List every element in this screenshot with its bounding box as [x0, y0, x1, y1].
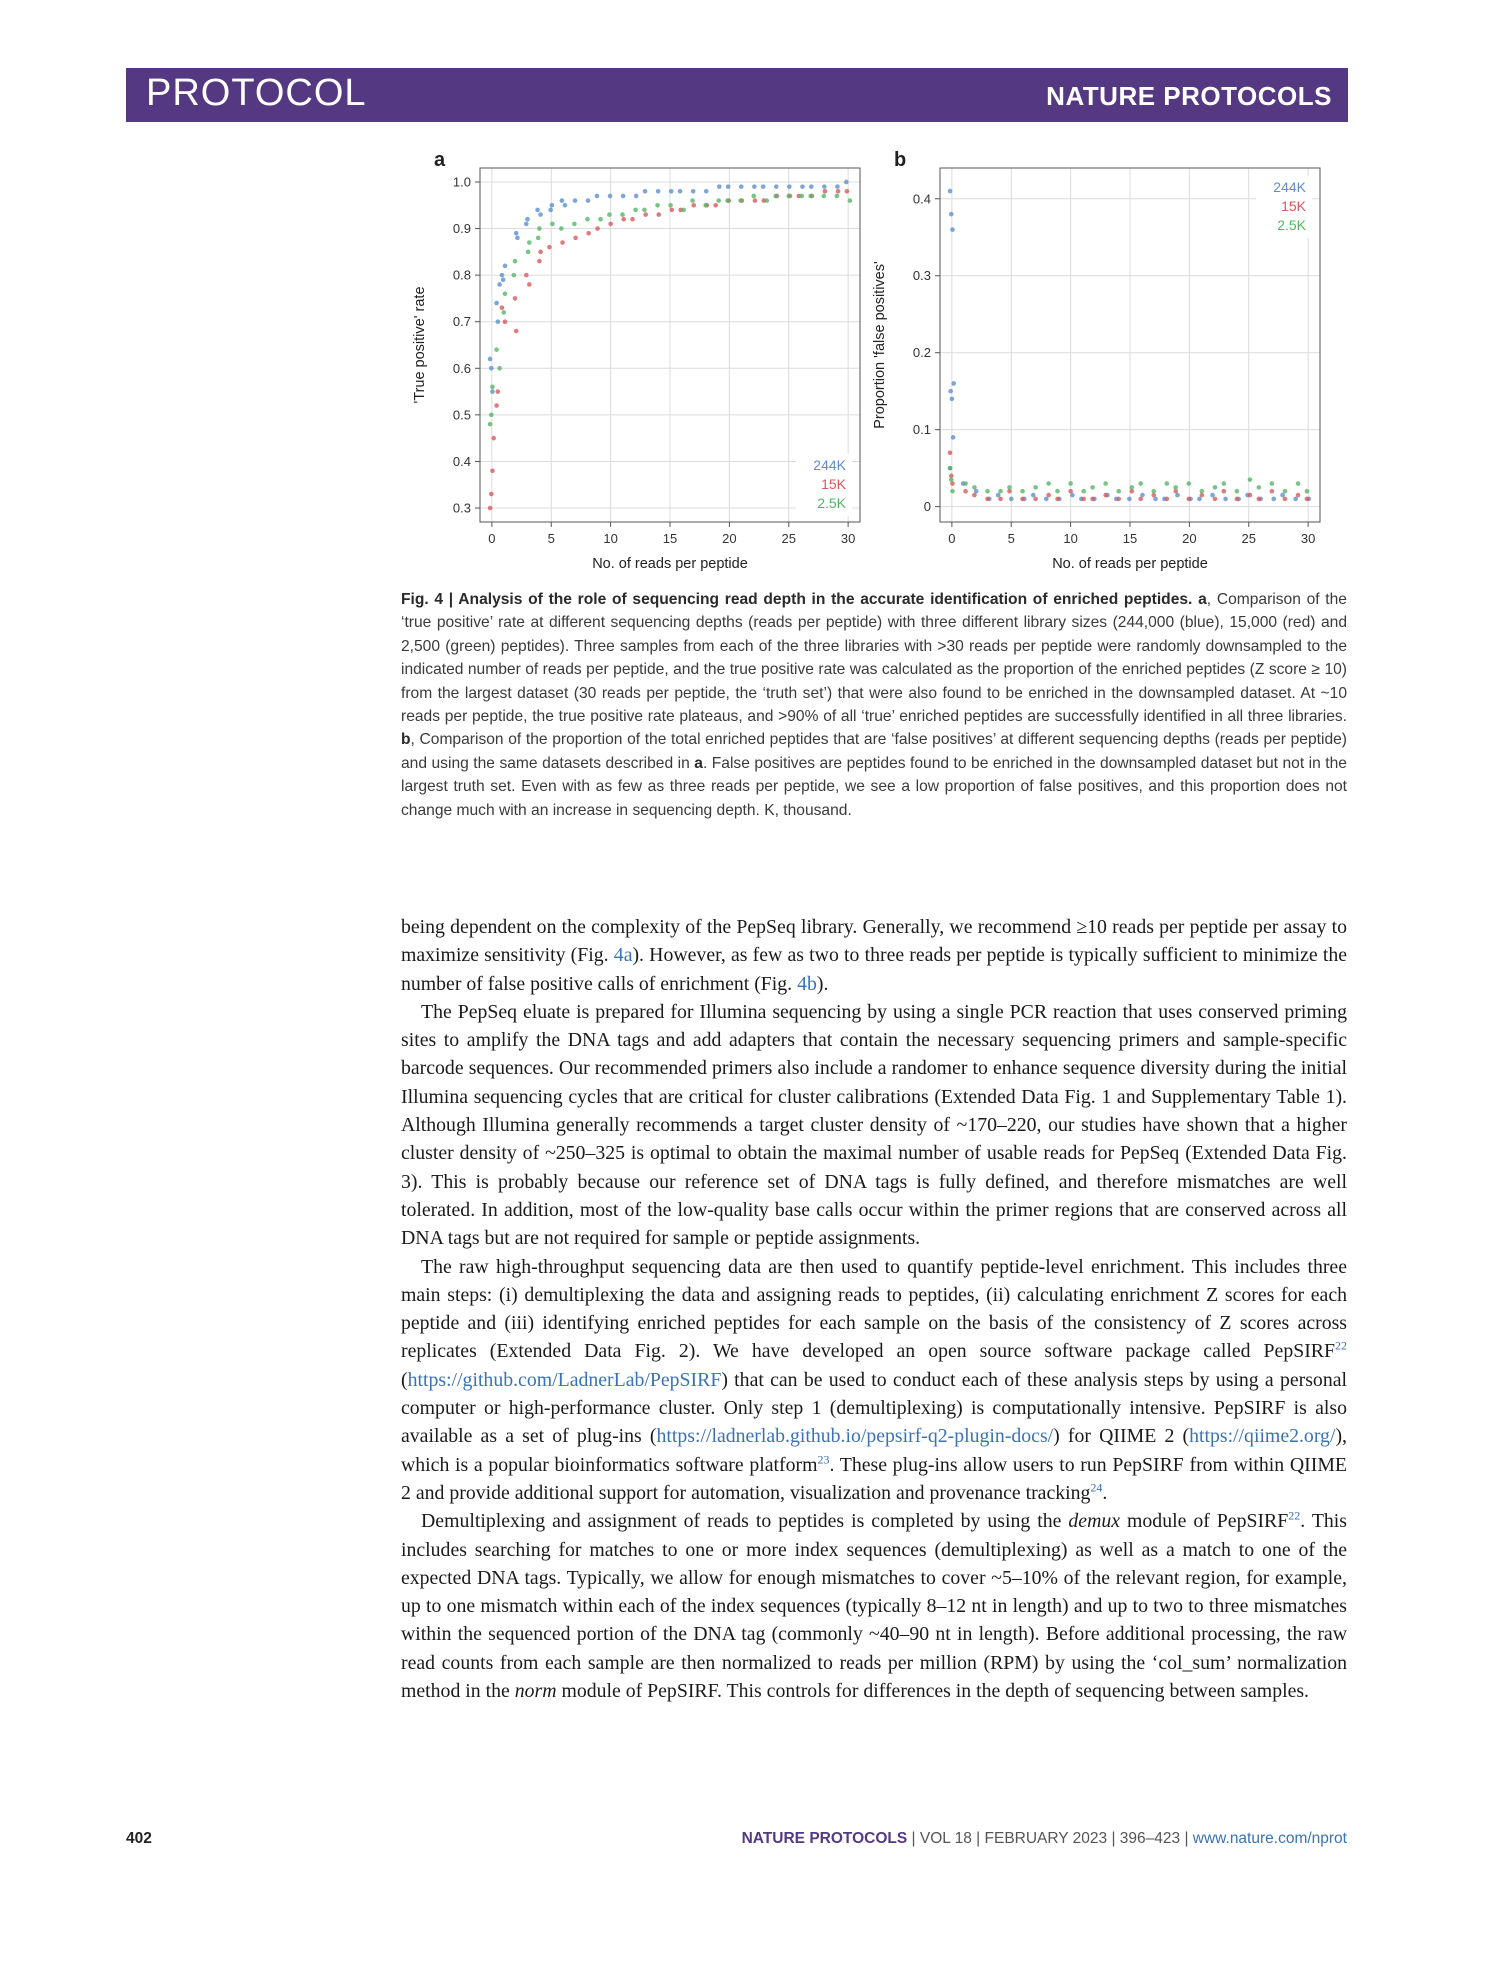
y-tick-label: 0.6 — [452, 360, 471, 376]
data-point-2-5k — [1090, 485, 1095, 490]
y-tick-label: 1.0 — [452, 174, 471, 190]
data-point-2-5k — [1165, 481, 1170, 486]
data-point-244k — [669, 189, 674, 194]
data-point-2-5k — [537, 226, 542, 231]
data-point-15k — [1283, 497, 1288, 502]
data-point-15k — [524, 273, 529, 278]
footer-sep: | — [1107, 1830, 1120, 1847]
data-point-15k — [998, 497, 1003, 502]
data-point-244k — [1197, 497, 1202, 502]
y-tick-label: 0.3 — [912, 268, 931, 284]
data-point-15k — [823, 189, 828, 194]
p1-text-b: ). However, as few as two to three reads per peptide is typically sufficient to minimize the number of false positive calls of enrichment (Fig. — [401, 944, 1347, 995]
data-point-2-5k — [690, 198, 695, 203]
data-point-2-5k — [972, 485, 977, 490]
caption-b-label: b — [401, 731, 411, 749]
p1-text: being dependent on the complexity of the PepSeq library. Generally, we recommend ≥10 reads per peptide per assay to maximize sensitivity (Fig. — [401, 916, 1347, 967]
data-point-15k — [513, 296, 518, 301]
data-point-15k — [1270, 489, 1275, 494]
legend-entry-2-5k: 2.5K — [1277, 217, 1306, 233]
data-point-2-5k — [668, 203, 673, 208]
norm-term: norm — [514, 1680, 557, 1703]
data-point-2-5k — [1173, 485, 1178, 490]
data-point-2-5k — [512, 273, 517, 278]
data-point-15k — [1186, 497, 1191, 502]
data-point-15k — [1213, 497, 1218, 502]
data-point-15k — [560, 240, 565, 245]
data-point-2-5k — [494, 347, 499, 352]
footer-sep: | — [1180, 1830, 1193, 1847]
data-point-15k — [1103, 493, 1108, 498]
data-point-2-5k — [559, 226, 564, 231]
data-point-244k — [1293, 497, 1298, 502]
data-point-2-5k — [985, 489, 990, 494]
data-point-2-5k — [497, 366, 502, 371]
data-point-15k — [1020, 497, 1025, 502]
data-point-244k — [678, 189, 683, 194]
data-point-15k — [1296, 493, 1301, 498]
data-point-15k — [1081, 497, 1086, 502]
data-point-2-5k — [1270, 481, 1275, 486]
data-point-15k — [537, 259, 542, 264]
data-point-2-5k — [1033, 485, 1038, 490]
y-tick-label: 0.3 — [452, 500, 471, 516]
data-point-2-5k — [1103, 481, 1108, 486]
page-number: 402 — [126, 1830, 152, 1847]
data-point-15k — [643, 212, 648, 217]
data-point-2-5k — [527, 240, 532, 245]
data-point-244k — [494, 301, 499, 306]
data-point-15k — [1222, 489, 1227, 494]
p3-text-g: . — [1102, 1481, 1108, 1504]
data-point-2-5k — [765, 198, 770, 203]
data-point-244k — [595, 194, 600, 199]
footer-journal-name: NATURE PROTOCOLS — [741, 1830, 908, 1847]
data-point-244k — [739, 184, 744, 189]
data-point-15k — [488, 506, 493, 511]
p4-text-c: . This includes searching for matches to one or more index sequences (demultiplexing) as well as a match to one of the expected DNA tags. Typically, we allow for enough mismatches to cover ~5–10% of the relevant region, for example, up to one mismatch within each of the index sequences (typically 8–12 nt in length) and up to two to three mismatches within the sequenced portion of the DNA tag (commonly ~40–90 nt in length). Before additional processing, the raw read counts from each sample are then normalized to reads per million (RPM) by using the ‘col_sum’ normalization method in the — [401, 1510, 1348, 1703]
data-point-15k — [608, 222, 613, 227]
data-point-244k — [996, 493, 1001, 498]
data-point-2-5k — [620, 212, 625, 217]
data-point-244k — [643, 189, 648, 194]
legend-entry-2-5k: 2.5K — [817, 495, 846, 511]
data-point-244k — [550, 203, 555, 208]
figure-4 — [390, 150, 1340, 580]
data-point-2-5k — [1116, 489, 1121, 494]
data-point-244k — [1044, 497, 1049, 502]
data-point-15k — [836, 189, 841, 194]
data-point-2-5k — [681, 208, 686, 213]
data-point-244k — [1280, 493, 1285, 498]
data-point-244k — [500, 273, 505, 278]
data-point-244k — [563, 203, 568, 208]
pepsirf-github-link[interactable]: https://github.com/LadnerLab/PepSIRF — [407, 1368, 722, 1391]
data-point-15k — [496, 389, 501, 394]
footer-volume: VOL 18 — [919, 1830, 972, 1847]
data-point-2-5k — [1305, 489, 1310, 494]
y-tick-label: 0.7 — [452, 314, 471, 330]
qiime2-link[interactable]: https://qiime2.org/ — [1189, 1425, 1336, 1448]
data-point-2-5k — [501, 310, 506, 315]
footer-sep: | — [971, 1830, 985, 1847]
data-point-244k — [844, 180, 849, 185]
data-point-2-5k — [998, 489, 1003, 494]
data-point-244k — [514, 231, 519, 236]
p3-text-f: . These plug-ins allow users to run PepSIRF from within QIIME 2 and provide additional support for automation, visualization and provenance tracking — [401, 1453, 1348, 1504]
caption-a-text: , Comparison of the ‘true positive’ rate at different sequencing depths (reads per peptide) with three different library sizes (244,000 (blue), 15,000 (red) and 2,500 (green) peptides). Three samples from each of the three libraries with >30 reads per peptide were randomly downsampled to the indicated number of reads per peptide, and the true positive rate was calculated as the proportion of the enriched peptides (Z score ≥ 10) from the largest dataset (30 reads per peptide, the ‘truth set’) that were also found to be enriched in the downsampled dataset. At ~10 reads per peptide, the true positive rate plateaus, and >90% of all ‘true’ enriched peptides are successfully identified in all three libraries. — [401, 591, 1347, 726]
data-point-244k — [560, 198, 565, 203]
legend-entry-15k: 15K — [821, 476, 846, 492]
data-point-15k — [972, 493, 977, 498]
y-tick-label: 0.1 — [912, 422, 931, 438]
data-point-15k — [1257, 497, 1262, 502]
data-point-2-5k — [536, 236, 541, 241]
data-point-244k — [535, 208, 540, 213]
legend-entry-244k: 244K — [1273, 179, 1306, 195]
data-point-244k — [1271, 497, 1276, 502]
footer-journal — [742, 1830, 1347, 1848]
data-point-244k — [1210, 493, 1215, 498]
p3-text: The raw high-throughput sequencing data are then used to quantify peptide-level enrichment. This includes three main steps: (i) demultiplexing the data and assigning reads to peptides, (ii) calculating enrichment Z scores for each peptide and (iii) identifying enriched peptides for each sample on the basis of the consistency of Z scores across replicates (Extended Data Fig. 2). We have developed an open source software package called PepSIRF — [401, 1255, 1347, 1363]
data-point-2-5k — [1007, 485, 1012, 490]
data-point-2-5k — [1213, 485, 1218, 490]
y-tick-label: 0.9 — [452, 221, 471, 237]
p1-text-c: ). — [816, 972, 829, 995]
data-point-244k — [1031, 493, 1036, 498]
x-tick-label: 0 — [948, 531, 956, 546]
x-tick-label: 25 — [1241, 531, 1256, 546]
y-tick-label: 0 — [923, 499, 931, 515]
data-point-15k — [845, 189, 850, 194]
data-point-2-5k — [1257, 485, 1262, 490]
data-point-244k — [691, 189, 696, 194]
data-point-2-5k — [655, 203, 660, 208]
section-label: PROTOCOL — [146, 72, 367, 114]
data-point-15k — [656, 212, 661, 217]
x-tick-label: 0 — [488, 531, 496, 546]
paragraph-1 — [401, 913, 1347, 998]
body-text — [401, 913, 1347, 1705]
data-point-15k — [490, 468, 495, 473]
header-banner — [126, 68, 1348, 122]
data-point-2-5k — [963, 481, 968, 486]
data-point-15k — [514, 329, 519, 334]
x-tick-label: 30 — [840, 531, 856, 546]
data-point-244k — [488, 357, 493, 362]
data-point-244k — [1223, 497, 1228, 502]
data-point-244k — [949, 212, 954, 217]
data-point-2-5k — [1186, 481, 1191, 486]
data-point-244k — [1009, 497, 1014, 502]
y-tick-label: 0.2 — [912, 345, 931, 361]
data-point-15k — [595, 226, 600, 231]
data-point-244k — [704, 189, 709, 194]
data-point-15k — [538, 250, 543, 255]
data-point-2-5k — [550, 222, 555, 227]
data-point-244k — [951, 435, 956, 440]
data-point-2-5k — [489, 413, 494, 418]
data-point-2-5k — [800, 194, 805, 199]
data-point-15k — [1033, 497, 1038, 502]
data-point-2-5k — [1151, 489, 1156, 494]
data-point-15k — [1046, 493, 1051, 498]
caption-label: Fig. 4 | — [401, 591, 459, 608]
data-point-244k — [621, 194, 626, 199]
data-point-2-5k — [490, 385, 495, 390]
data-point-244k — [717, 184, 722, 189]
data-point-15k — [1248, 493, 1253, 498]
legend-entry-244k: 244K — [813, 457, 846, 473]
data-point-2-5k — [725, 198, 730, 203]
data-point-15k — [1165, 497, 1170, 502]
demux-term: demux — [1068, 1510, 1121, 1533]
x-tick-label: 10 — [1063, 531, 1078, 546]
data-point-2-5k — [1222, 481, 1227, 486]
data-point-2-5k — [1296, 481, 1301, 486]
journal-name: NATURE PROTOCOLS — [1046, 81, 1332, 111]
data-point-15k — [670, 208, 675, 213]
y-axis-label: Proportion 'false positives' — [872, 261, 888, 429]
data-point-244k — [835, 184, 840, 189]
p3-text-d: ) for QIIME 2 ( — [1053, 1425, 1190, 1448]
p3-text-c: ) that can be used to conduct each of these analysis steps by using a personal computer or high-performance cluster. Only step 1 (demultiplexing) is computationally intensive. PepSIRF is also available as a set of plug-ins ( — [401, 1368, 1347, 1448]
data-point-2-5k — [848, 198, 853, 203]
data-point-15k — [1068, 489, 1073, 494]
data-point-2-5k — [1138, 481, 1143, 486]
caption-b-text2: . False positives are peptides found to be enriched in the downsampled dataset but not in the largest truth set. Even with as few as three reads per peptide, we see a low proportion of false positives, and this proportion does not change much with an increase in sequencing depth. K, thousand. — [401, 754, 1347, 819]
data-point-244k — [951, 381, 956, 386]
data-point-15k — [691, 203, 696, 208]
data-point-15k — [753, 198, 758, 203]
ref-24-link[interactable]: 24 — [1090, 1480, 1103, 1495]
footer-url-link[interactable]: www.nature.com/nprot — [1192, 1830, 1347, 1847]
data-point-15k — [489, 492, 494, 497]
data-point-244k — [503, 264, 508, 269]
data-point-2-5k — [703, 203, 708, 208]
caption-a-label: a — [1198, 591, 1207, 608]
y-axis-label: 'True positive' rate — [412, 286, 428, 404]
data-point-2-5k — [598, 217, 603, 222]
fig-4a-link[interactable]: 4a — [613, 944, 633, 967]
x-tick-label: 25 — [781, 531, 796, 546]
data-point-15k — [1090, 497, 1095, 502]
data-point-15k — [494, 403, 499, 408]
p3-text-e: ), which is a popular bioinformatics software platform — [401, 1425, 1347, 1476]
data-point-15k — [1305, 497, 1310, 502]
x-tick-label: 5 — [547, 531, 555, 546]
data-point-244k — [809, 184, 814, 189]
data-point-244k — [501, 277, 506, 282]
data-point-15k — [713, 203, 718, 208]
data-point-244k — [525, 217, 530, 222]
data-point-2-5k — [950, 489, 955, 494]
data-point-15k — [985, 497, 990, 502]
legend-entry-15k: 15K — [1281, 198, 1306, 214]
x-axis-label: No. of reads per peptide — [1052, 556, 1208, 572]
data-point-2-5k — [751, 194, 756, 199]
data-point-15k — [500, 305, 505, 310]
plugin-docs-link[interactable]: https://ladnerlab.github.io/pepsirf-q2-plugin-docs/ — [656, 1425, 1054, 1448]
data-point-244k — [726, 184, 731, 189]
ref-22-link[interactable]: 22 — [1335, 1338, 1347, 1353]
paragraph-2: The PepSeq eluate is prepared for Illumina sequencing by using a single PCR reaction that uses conserved priming sites to amplify the DNA tags and add adapters that contain the necessary sequencing primers and sample-specific barcode sequences. Our recommended primers also include a randomer to enhance sequence diversity during the initial Illumina sequencing cycles that are critical for cluster calibrations (Extended Data Fig. 1 and Supplementary Table 1). Although Illumina generally recommends a target cluster density of ~170–220, our studies have shown that a higher cluster density of ~250–325 is optimal to obtain the maximal number of usable reads for PepSeq (Extended Data Fig. 3). This is probably because our reference set of DNA tags is fully defined, and therefore mismatches are well tolerated. In addition, most of the low-quality base calls occur within the primer regions that are conserved across all DNA tags but are not required for sample or peptide assignments. — [401, 1000, 1347, 1250]
x-tick-label: 15 — [1122, 531, 1138, 546]
caption-b-ref: a — [694, 754, 703, 772]
data-point-2-5k — [786, 194, 791, 199]
data-point-244k — [634, 194, 639, 199]
data-point-244k — [573, 198, 578, 203]
ref-23-link[interactable]: 23 — [817, 1452, 830, 1467]
data-point-2-5k — [948, 466, 953, 471]
data-point-244k — [774, 184, 779, 189]
data-point-244k — [538, 212, 543, 217]
data-point-244k — [586, 198, 591, 203]
data-point-244k — [656, 189, 661, 194]
y-tick-label: 0.8 — [452, 267, 471, 283]
data-point-244k — [515, 236, 520, 241]
data-point-244k — [787, 184, 792, 189]
data-point-2-5k — [835, 194, 840, 199]
data-point-244k — [490, 389, 495, 394]
paragraph-3 — [401, 1253, 1347, 1508]
panel-label-a: a — [434, 150, 446, 171]
data-point-2-5k — [633, 208, 638, 213]
data-point-2-5k — [488, 422, 493, 427]
data-point-244k — [497, 282, 502, 287]
footer-date: FEBRUARY 2023 — [984, 1830, 1108, 1847]
p3-text-b: ( — [401, 1368, 408, 1391]
caption-title: Analysis of the role of sequencing read depth in the accurate identification of enriched peptides. — [458, 591, 1193, 608]
caption-b-text: , Comparison of the proportion of the total enriched peptides that are ‘false positives’ at different sequencing depths (reads per peptide) and using the same datasets described in — [401, 731, 1347, 772]
x-tick-label: 5 — [1007, 531, 1015, 546]
x-tick-label: 30 — [1300, 531, 1316, 546]
data-point-2-5k — [949, 477, 954, 482]
panel-label-b: b — [894, 150, 907, 171]
data-point-244k — [761, 184, 766, 189]
y-tick-label: 0.4 — [452, 453, 471, 469]
data-point-15k — [1138, 497, 1143, 502]
data-point-2-5k — [607, 212, 612, 217]
y-tick-label: 0.4 — [912, 191, 931, 207]
data-point-2-5k — [1055, 489, 1060, 494]
data-point-2-5k — [642, 208, 647, 213]
figure-4-chart — [390, 150, 1340, 580]
x-tick-label: 10 — [603, 531, 618, 546]
paragraph-4 — [401, 1507, 1347, 1705]
data-point-15k — [1055, 497, 1060, 502]
data-point-2-5k — [1046, 481, 1051, 486]
p4-text-d: module of PepSIRF. This controls for differences in the depth of sequencing between samples. — [556, 1680, 1310, 1703]
data-point-244k — [752, 184, 757, 189]
x-tick-label: 20 — [1182, 531, 1197, 546]
data-point-2-5k — [513, 259, 518, 264]
data-point-2-5k — [1068, 481, 1073, 486]
data-point-244k — [496, 319, 501, 324]
x-axis-label: No. of reads per peptide — [592, 556, 748, 572]
ref-22-link-2[interactable]: 22 — [1288, 1508, 1301, 1523]
data-point-15k — [547, 245, 552, 250]
x-tick-label: 20 — [722, 531, 737, 546]
data-point-15k — [963, 489, 968, 494]
data-point-2-5k — [1248, 477, 1253, 482]
data-point-2-5k — [1130, 485, 1135, 490]
x-tick-label: 15 — [662, 531, 678, 546]
p4-text-b: module of PepSIRF — [1120, 1510, 1289, 1533]
data-point-2-5k — [585, 217, 590, 222]
data-point-244k — [524, 222, 529, 227]
data-point-244k — [800, 184, 805, 189]
data-point-15k — [491, 436, 496, 441]
footer-sep: | — [907, 1830, 920, 1847]
data-point-244k — [948, 389, 953, 394]
data-point-2-5k — [821, 194, 826, 199]
data-point-244k — [608, 194, 613, 199]
data-point-2-5k — [572, 222, 577, 227]
fig-4b-link[interactable]: 4b — [797, 972, 817, 995]
data-point-2-5k — [1081, 489, 1086, 494]
data-point-15k — [527, 282, 532, 287]
footer-pages: 396–423 — [1119, 1830, 1181, 1847]
data-point-2-5k — [738, 198, 743, 203]
figure-caption — [401, 588, 1347, 822]
data-point-244k — [948, 189, 953, 194]
data-point-2-5k — [808, 194, 813, 199]
data-point-2-5k — [1200, 489, 1205, 494]
data-point-2-5k — [526, 250, 531, 255]
data-point-15k — [1235, 497, 1240, 502]
data-point-2-5k — [503, 291, 508, 296]
data-point-2-5k — [1283, 489, 1288, 494]
data-point-15k — [586, 231, 591, 236]
data-point-244k — [1127, 497, 1132, 502]
data-point-2-5k — [716, 198, 721, 203]
data-point-244k — [822, 184, 827, 189]
data-point-244k — [950, 227, 955, 232]
data-point-244k — [548, 208, 553, 213]
data-point-2-5k — [1235, 489, 1240, 494]
data-point-15k — [573, 236, 578, 241]
data-point-15k — [503, 319, 508, 324]
data-point-15k — [1116, 497, 1121, 502]
data-point-15k — [948, 450, 953, 455]
data-point-244k — [950, 397, 955, 402]
y-tick-label: 0.5 — [452, 407, 471, 423]
data-point-244k — [489, 366, 494, 371]
p4-text: Demultiplexing and assignment of reads to peptides is completed by using the — [421, 1510, 1069, 1533]
data-point-15k — [630, 217, 635, 222]
data-point-2-5k — [1020, 489, 1025, 494]
data-point-15k — [621, 217, 626, 222]
data-point-2-5k — [773, 194, 778, 199]
